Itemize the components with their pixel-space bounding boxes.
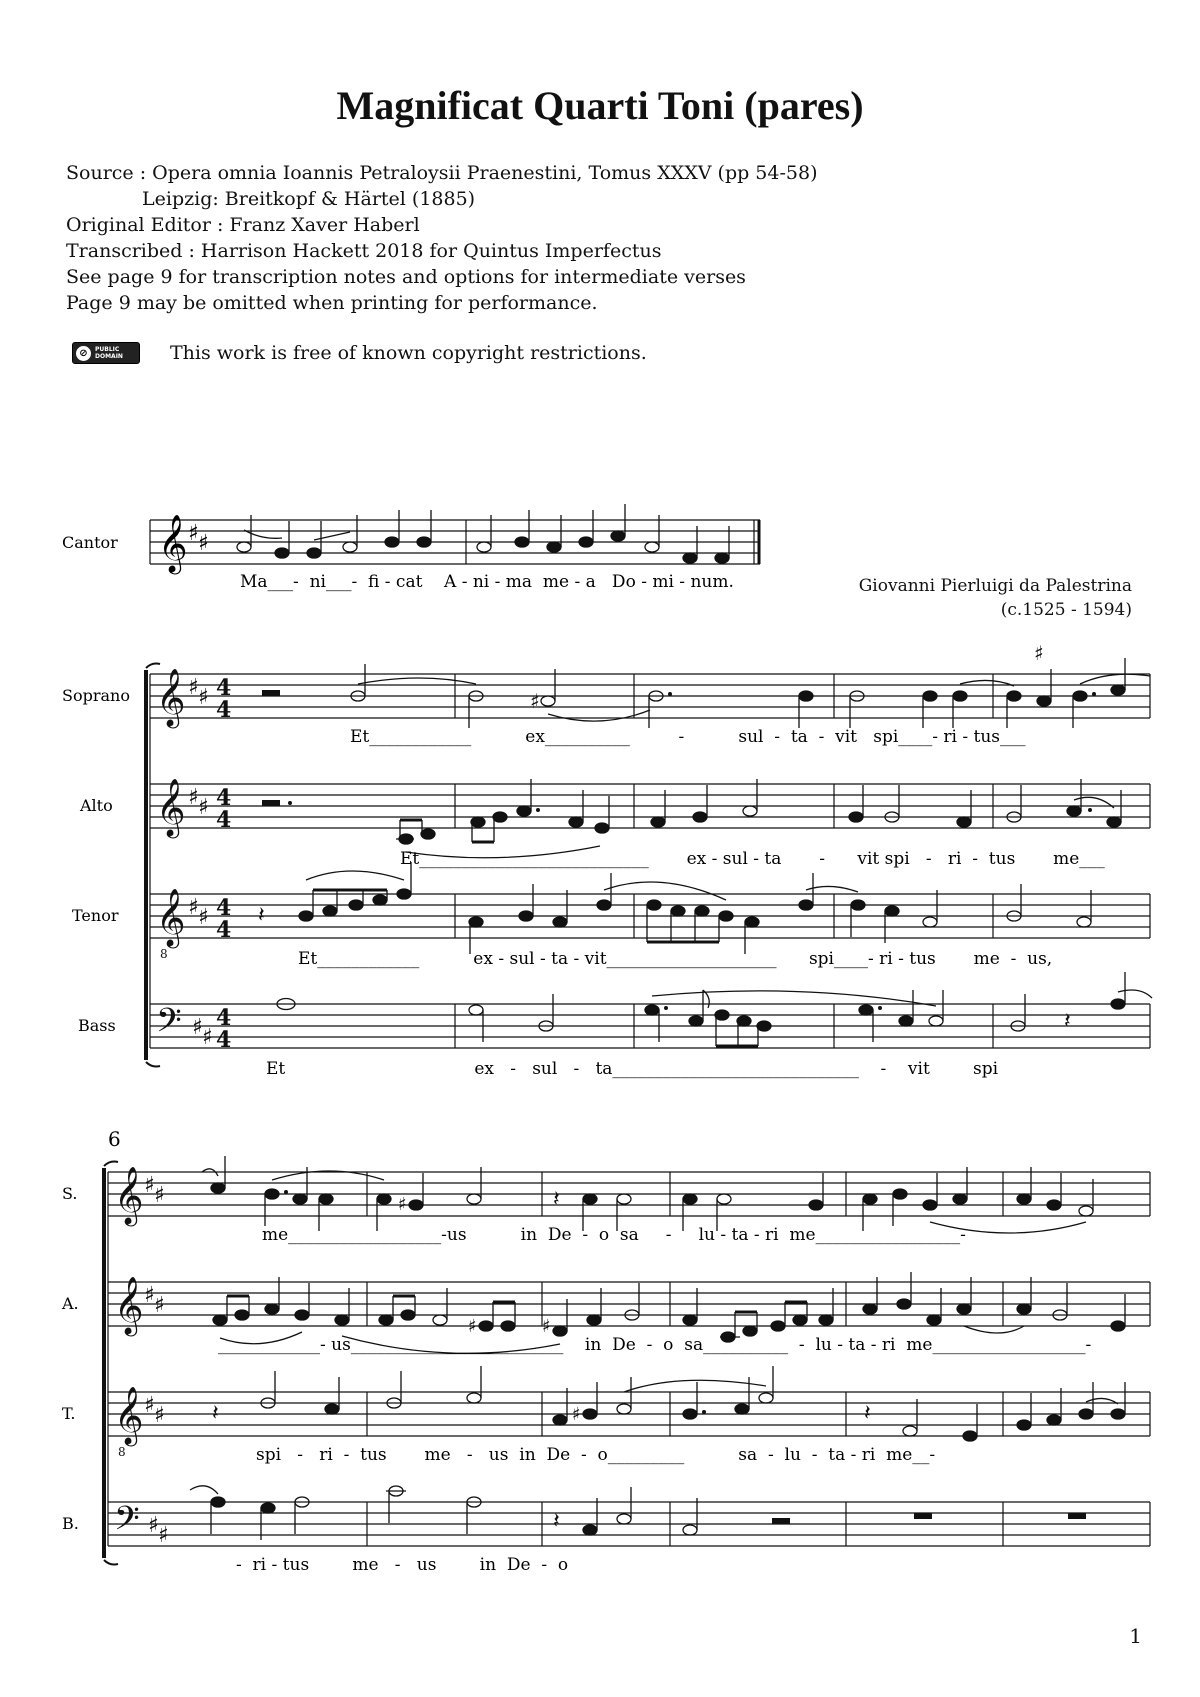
treble-clef-icon: 𝄞 (114, 1166, 144, 1224)
svg-text:♯: ♯ (198, 905, 209, 930)
editor-line: Original Editor : Franz Xaver Haberl (66, 214, 420, 236)
svg-text:4: 4 (216, 895, 232, 921)
part-label: B. (62, 1514, 79, 1533)
treble-clef-icon: 𝄞 (114, 1276, 144, 1334)
svg-text:𝄽: 𝄽 (864, 1401, 871, 1426)
svg-text:♯: ♯ (188, 785, 199, 810)
svg-text:4: 4 (216, 785, 232, 811)
bass-clef-icon: 𝄢 (114, 1500, 140, 1546)
svg-text:♯: ♯ (202, 1025, 213, 1050)
page-title: Magnificat Quarti Toni (pares) (336, 83, 864, 128)
badge-text: DOMAIN (95, 353, 123, 360)
svg-text:𝄽: 𝄽 (258, 903, 265, 928)
lyrics-line: me__________________-us in De - o sa - lu - ta - ri me_________________- (262, 1225, 966, 1245)
composer-name: Giovanni Pierluigi da Palestrina (858, 576, 1132, 596)
svg-text:𝄽: 𝄽 (553, 1509, 560, 1534)
lyrics-line: Ma___- ni___- fi - cat A - ni - ma me - a Do - mi - num. (240, 572, 734, 592)
part-label: Alto (80, 796, 113, 815)
svg-text:♯: ♯ (530, 689, 540, 713)
svg-text:♯: ♯ (154, 1293, 165, 1318)
svg-text:4: 4 (216, 807, 232, 833)
part-label: Soprano (62, 686, 130, 705)
lyrics-line: - ri - tus me - us in De - o (236, 1555, 569, 1575)
system1-labels (62, 686, 130, 1035)
key-signature (144, 1173, 169, 1548)
tenor-notes (258, 862, 1091, 954)
svg-text:♯: ♯ (154, 1183, 165, 1208)
lyrics-line: spi - ri - tus me - us in De - o_________ sa - lu - ta - ri me__- (256, 1445, 936, 1465)
source-line: Source : Opera omnia Ioannis Petraloysii Praenestini, Tomus XXXV (pp 54-58) (66, 162, 818, 184)
svg-text:4: 4 (216, 1027, 232, 1053)
treble-clef-icon: 𝄞 (156, 888, 186, 946)
part-label: Bass (78, 1016, 116, 1035)
svg-text:♯: ♯ (572, 1404, 581, 1425)
svg-text:4: 4 (216, 917, 232, 943)
svg-text:♯: ♯ (1034, 641, 1044, 665)
part-label: Cantor (62, 533, 118, 552)
svg-text:♯: ♯ (198, 795, 209, 820)
page-number: 1 (1129, 1624, 1142, 1648)
part-label: A. (62, 1294, 79, 1313)
sharp-icon: ♯ (198, 531, 209, 556)
part-label: S. (62, 1184, 78, 1203)
lyrics-line: ____________- us_________________________ in De - o sa__________ - lu - ta - ri me__________________- (218, 1335, 1092, 1355)
measure-number: 6 (108, 1127, 121, 1151)
svg-text:♯: ♯ (158, 1523, 169, 1548)
cantor-notes (237, 504, 729, 563)
svg-text:𝄽: 𝄽 (1064, 1009, 1071, 1034)
treble-clef-icon: 𝄞 (158, 514, 188, 572)
treble-clef-icon: 𝄞 (156, 668, 186, 726)
svg-text:♯: ♯ (154, 1403, 165, 1428)
publisher-line: Leipzig: Breitkopf & Härtel (1885) (142, 188, 476, 210)
composer-dates: (c.1525 - 1594) (1000, 600, 1132, 620)
alto-notes (262, 779, 1121, 858)
octave-mark: 8 (160, 947, 168, 961)
svg-text:♯: ♯ (188, 675, 199, 700)
svg-text:♯: ♯ (188, 895, 199, 920)
svg-text:4: 4 (216, 1005, 232, 1031)
lyrics-line: Et____________ ex - sul - ta - vit____________________ spi____- ri - tus me - us, (298, 949, 1053, 969)
note-line: See page 9 for transcription notes and options for intermediate verses (66, 266, 746, 288)
svg-text:♯: ♯ (198, 685, 209, 710)
svg-text:♯: ♯ (468, 1316, 477, 1337)
svg-text:♯: ♯ (144, 1173, 155, 1198)
svg-text:♯: ♯ (192, 1015, 203, 1040)
note-line: Page 9 may be omitted when printing for performance. (66, 292, 598, 314)
license-text: This work is free of known copyright restrictions. (170, 342, 647, 364)
svg-text:𝄽: 𝄽 (212, 1401, 219, 1426)
lyrics-line: Et____________ ex__________ - sul - ta - vit spi____- ri - tus___ (350, 727, 1026, 747)
svg-text:♯: ♯ (542, 1316, 551, 1337)
part-label: T. (62, 1404, 76, 1423)
treble-clef-icon: 𝄞 (156, 778, 186, 836)
bass-notes (277, 972, 1152, 1046)
bass-clef-icon: 𝄢 (156, 1002, 182, 1048)
svg-text:♯: ♯ (148, 1513, 159, 1538)
svg-text:4: 4 (216, 697, 232, 723)
svg-text:♯: ♯ (398, 1194, 407, 1215)
system2-labels (61, 1184, 79, 1533)
system2-lyrics (218, 1225, 1091, 1575)
sharp-icon: ♯ (188, 521, 199, 546)
svg-text:♯: ♯ (144, 1283, 155, 1308)
part-label: Tenor (72, 906, 119, 925)
time-signature (216, 675, 231, 1053)
key-signature (188, 675, 213, 1050)
svg-text:4: 4 (216, 675, 232, 701)
treble-clef-icon: 𝄞 (114, 1386, 144, 1444)
badge-text: PUBLIC (95, 346, 120, 353)
public-domain-icon: ⊘ PUBLIC DOMAIN (72, 342, 140, 364)
lyrics-line: Et ex - sul - ta_____________________________ - vit spi (266, 1059, 999, 1079)
svg-text:♯: ♯ (144, 1393, 155, 1418)
transcriber-line: Transcribed : Harrison Hackett 2018 for Quintus Imperfectus (66, 240, 662, 262)
svg-text:𝄽: 𝄽 (553, 1187, 560, 1212)
lyrics-line: Et___________________________ ex - sul - ta - vit spi - ri - tus me___ (400, 849, 1105, 869)
octave-mark: 8 (118, 1445, 126, 1459)
